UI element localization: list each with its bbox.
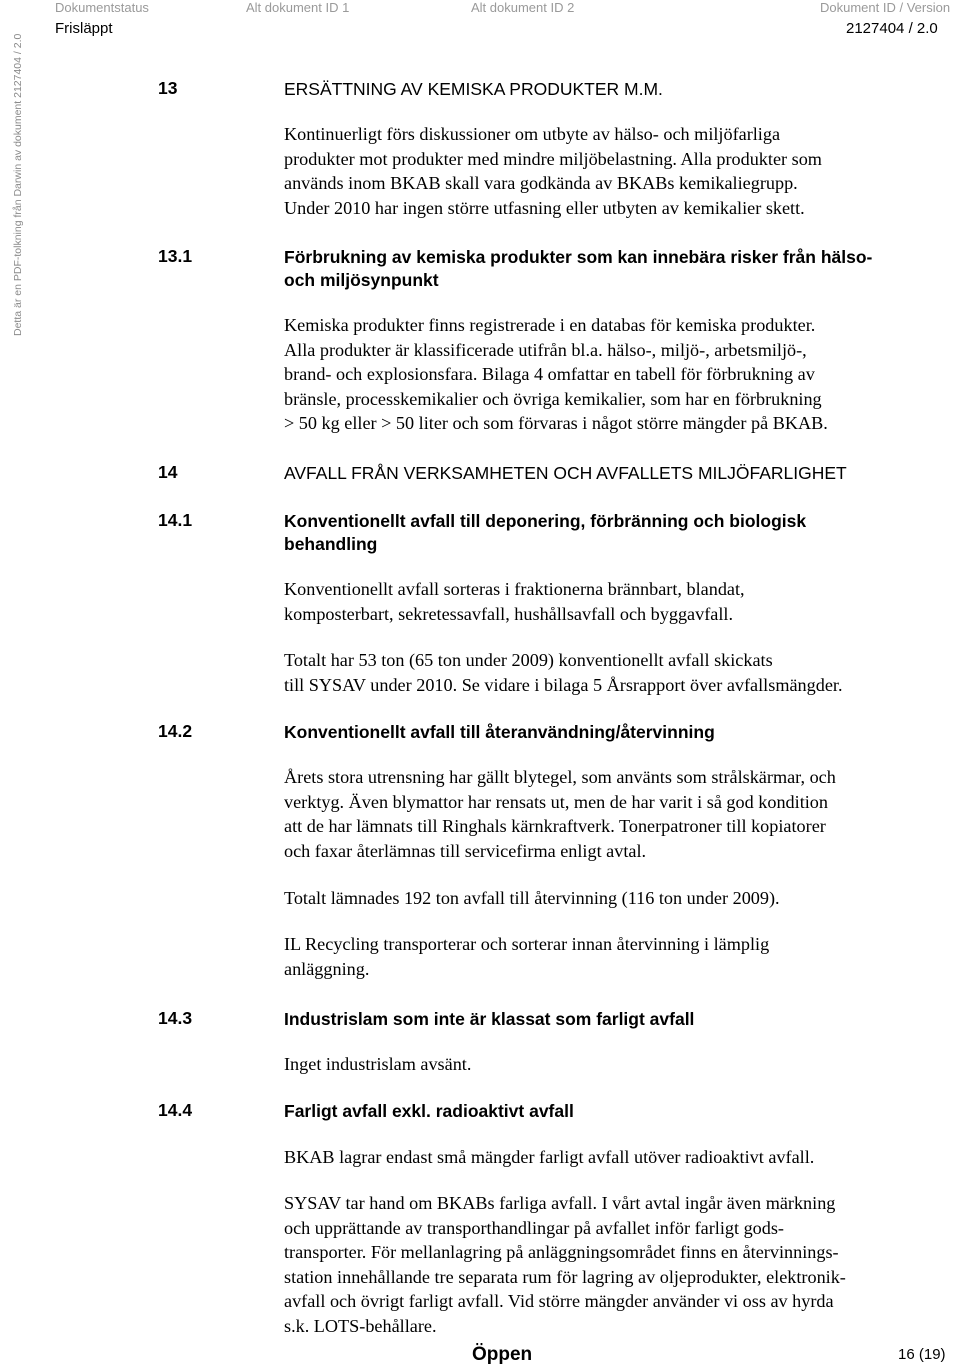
page-number: 16 (19): [898, 1346, 946, 1363]
section-title: Farligt avfall exkl. radioaktivt avfall: [284, 1101, 574, 1121]
header-status-value: Frisläppt: [55, 20, 113, 37]
classification-label: Öppen: [472, 1344, 533, 1365]
header-label-alt-id-1: Alt dokument ID 1: [246, 0, 350, 15]
body-paragraph: BKAB lagrar endast små mängder farligt avfall utöver radioaktivt avfall.: [284, 1147, 815, 1167]
section-title: ERSÄTTNING AV KEMISKA PRODUKTER M.M.: [284, 79, 663, 99]
section-title: Förbrukning av kemiska produkter som kan innebära risker från hälso- och miljösynpunkt: [284, 247, 873, 290]
section-number: 14.2: [158, 721, 193, 741]
section-title: AVFALL FRÅN VERKSAMHETEN OCH AVFALLETS MILJÖFARLIGHET: [284, 463, 847, 483]
section-title: Konventionellt avfall till deponering, förbränning och biologisk behandling: [284, 511, 807, 554]
pdf-interpretation-note: [0, 33, 24, 336]
body-paragraph: Årets stora utrensning har gällt blytegel, som använts som strålskärmar, och verktyg. Även blymattor har rensats ut, men de har varit i så god kondition att de har lämnats till Ringhals kärnkraftverk. Tonerpatroner till kopiatorer och faxar återlämnas till servicefirma enligt avtal.: [284, 767, 836, 861]
section-title: Industrislam som inte är klassat som farligt avfall: [284, 1009, 695, 1029]
body-paragraph: Totalt har 53 ton (65 ton under 2009) konventionellt avfall skickats till SYSAV under 2010. Se vidare i bilaga 5 Årsrapport över avfallsmängder.: [284, 650, 843, 695]
body-paragraph: Inget industrislam avsänt.: [284, 1054, 472, 1074]
body-paragraph: Totalt lämnades 192 ton avfall till återvinning (116 ton under 2009).: [284, 888, 780, 908]
header-label-alt-id-2: Alt dokument ID 2: [471, 0, 575, 15]
body-paragraph: Konventionellt avfall sorteras i fraktionerna brännbart, blandat, komposterbart, sekretessavfall, hushållsavfall och byggavfall.: [284, 579, 745, 624]
section-title: Konventionellt avfall till återanvändning/återvinning: [284, 722, 715, 742]
header-label-doc-id: Dokument ID / Version: [820, 0, 951, 15]
body-paragraph: Kontinuerligt förs diskussioner om utbyte av hälso- och miljöfarliga produkter mot produkter med mindre miljöbelastning. Alla produkter som används inom BKAB skall vara godkända av BKABs kemikaliegrupp. Under 2010 har ingen större utfasning eller utbyten av kemikalier skett.: [284, 124, 822, 218]
section-number: 13.1: [158, 246, 193, 266]
pdf-interpretation-text: Detta är en PDF-tolkning från Darwin av dokument 2127404 / 2.0: [12, 33, 24, 336]
section-number: 13: [158, 78, 178, 98]
section-number: 14: [158, 462, 178, 482]
section-number: 14.4: [158, 1100, 193, 1120]
body-paragraph: Kemiska produkter finns registrerade i en databas för kemiska produkter. Alla produkter är klassificerade utifrån bl.a. hälso-, miljö-, arbetsmiljö-, brand- och explosionsfara. Bilaga 4 omfattar en tabell för förbrukning av bränsle, processkemikalier och övriga kemikalier, som har en förbrukning > 50 kg eller > 50 liter och som förvaras i något större mängder på BKAB.: [284, 315, 828, 434]
section-number: 14.3: [158, 1008, 193, 1028]
body-paragraph: IL Recycling transporterar och sorterar innan återvinning i lämplig anläggning.: [284, 934, 770, 979]
section-number: 14.1: [158, 510, 193, 530]
header-doc-id-value: 2127404 / 2.0: [846, 20, 938, 37]
body-paragraph: SYSAV tar hand om BKABs farliga avfall. I vårt avtal ingår även märkning och upprättande av transporthandlingar på avfallet inför farligt gods- transporter. För mellanlagring på anläggningsområdet finns en återvinnings- station innehållande tre separata rum för lagring av oljeprodukter, elektronik- avfall och övrigt farligt avfall. Vid större mängder använder vi oss av hyrda s.k. LOTS-behållare.: [284, 1193, 846, 1336]
header-label-status: Dokumentstatus: [55, 0, 149, 15]
